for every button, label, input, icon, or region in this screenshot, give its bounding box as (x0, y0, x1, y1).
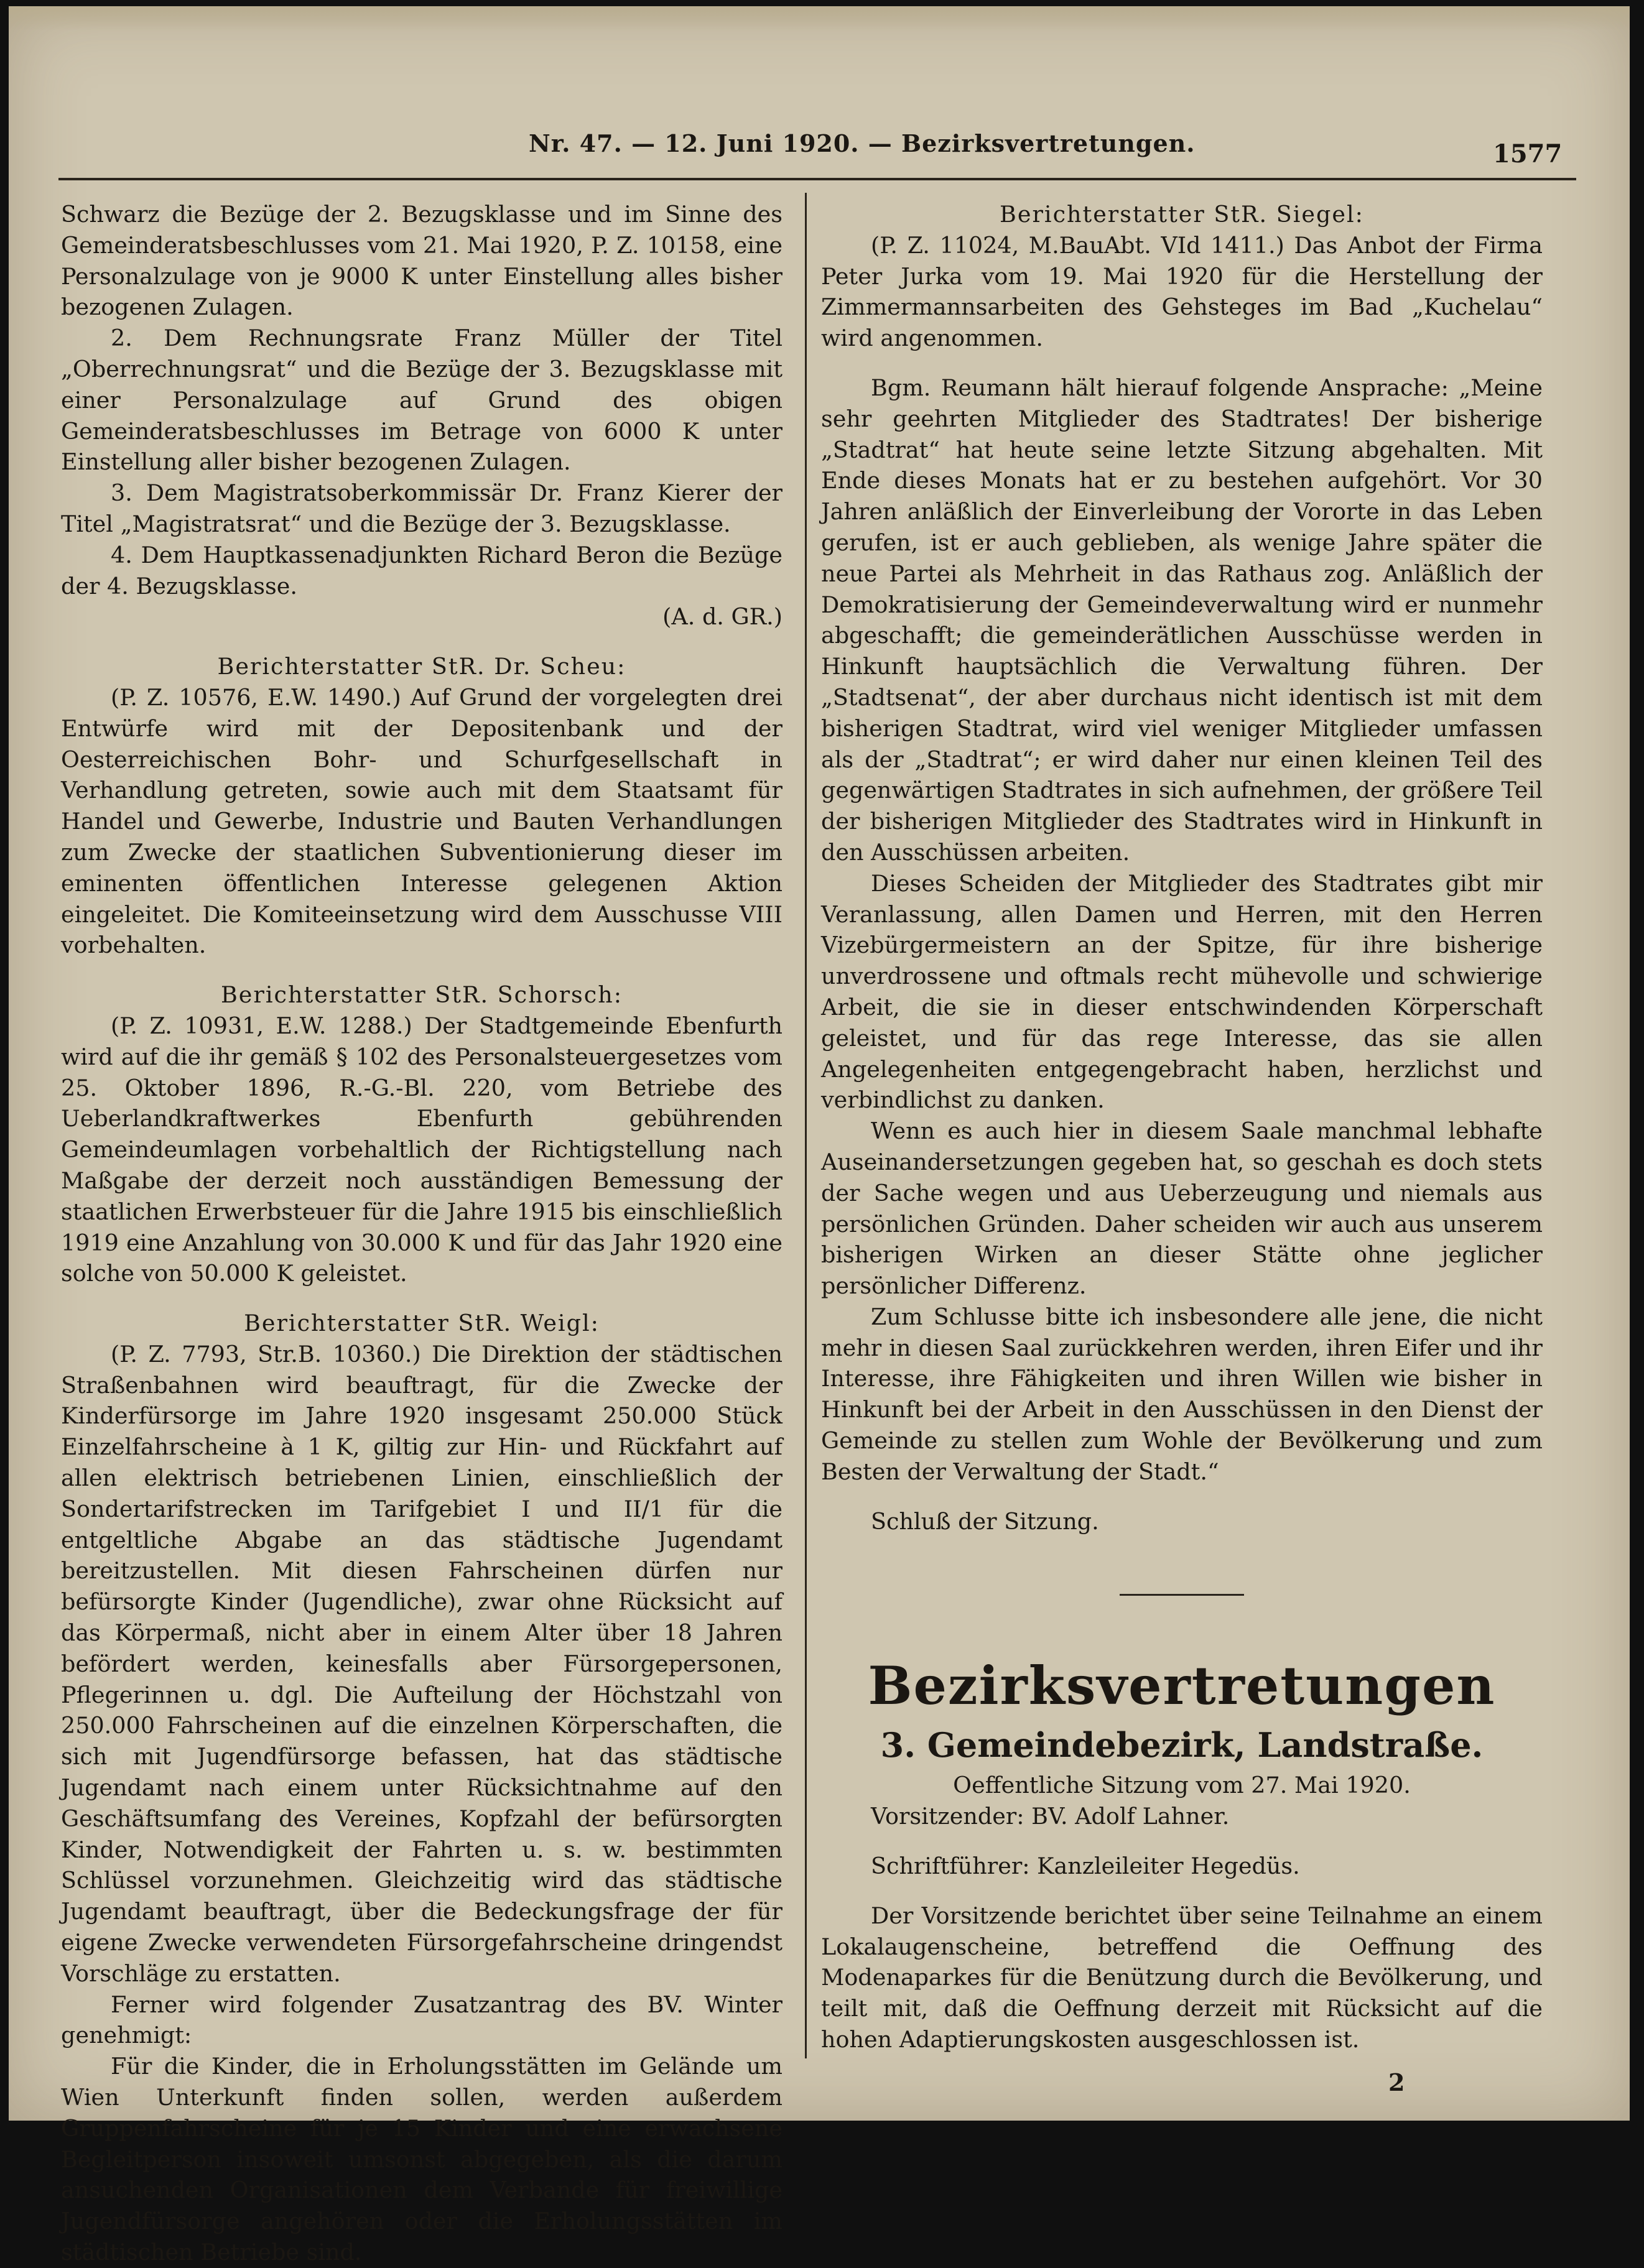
paragraph: (P. Z. 10931, E.W. 1288.) Der Stadtgemeinde Ebenfurth wird auf die ihr gemäß § 102 des Personalsteuergesetzes vom 25. Oktober 1896, R.-G.-Bl. 220, vom Betriebe des Ueberlandkraftwerkes Ebenfurth gebührenden Gemeindeumlagen vorbehaltlich der Richtigstellung nach Maßgabe der derzeit noch ausständigen Bemessung der staatlichen Erwerbsteuer für die Jahre 1915 bis einschließlich 1919 eine Anzahlung von 30.000 K und für das Jahr 1920 eine solche von 50.000 K geleistet. (61, 1012, 783, 1287)
section-title: Bezirksvertretungen (868, 1655, 1496, 1717)
paper-edge-shading (9, 6, 1630, 31)
reporter-heading: Berichterstatter StR. Schorsch: (220, 981, 623, 1009)
paragraph: Schwarz die Bezüge der 2. Bezugsklasse und im Sinne des Gemeinderatsbeschlusses vom 21. Mai 1920, P. Z. 10158, eine Personalzulage von je 9000 K unter Einstellung alles bisher bezogenen Zulagen. (61, 201, 783, 321)
reporter-heading: Berichterstatter StR. Weigl: (244, 1310, 600, 1337)
paragraph: Der Vorsitzende berichtet über seine Teilnahme an einem Lokalaugenscheine, betreffend die Oeffnung des Modenaparkes für die Benützung durch die Bevölkerung, und teilt mit, daß die Oeffnung derzeit mit Rücksicht auf die hohen Adaptierungskosten ausgeschlossen ist. (821, 1902, 1543, 2053)
reporter-heading: Berichterstatter StR. Siegel: (1000, 201, 1364, 228)
closing-line: Schluß der Sitzung. (871, 1507, 1099, 1535)
paragraph: Dieses Scheiden der Mitglieder des Stadtrates gibt mir Veranlassung, allen Damen und Herren, mit den Herren Vizebürgermeistern an der Spitze, für ihre bisherige unverdrossene und oftmals recht mühevolle und schwierige Arbeit, die sie in dieser entschwindenden Körperschaft geleistet, und für das rege Interesse, das sie allen Angelegenheiten entgegengebracht haben, herzlichst und verbindlichst zu danken. (821, 869, 1543, 1114)
signature-note: (A. d. GR.) (662, 603, 783, 631)
signature-mark: 2 (1388, 2068, 1405, 2096)
header-rule (58, 178, 1576, 180)
chair-line: Vorsitzender: BV. Adolf Lahner. (871, 1803, 1230, 1830)
page-header: Nr. 47. — 12. Juni 1920. — Bezirksvertretungen. (529, 129, 1196, 157)
page-number: 1577 (1493, 139, 1563, 169)
column-divider (805, 193, 807, 2058)
right-column (821, 199, 1543, 2055)
section-subtitle: 3. Gemeindebezirk, Landstraße. (880, 1725, 1484, 1766)
secretary-line: Schriftführer: Kanzleileiter Hegedüs. (871, 1853, 1300, 1880)
paragraph: Für die Kinder, die in Erholungsstätten im Gelände um Wien Unterkunft finden sollen, werden außerdem Gruppenfahrscheine für je 15 Kinder und eine erwachsene Begleitperson insoweit umsonst abgegeben, als die darum ansuchenden Organisationen dem Verbande für freiwillige Jugendfürsorge angehören oder die Erholungsstätten im städtischen Betriebe sind. (61, 2053, 783, 2266)
paragraph: 4. Dem Hauptkassenadjunkten Richard Beron die Bezüge der 4. Bezugsklasse. (61, 541, 783, 599)
paragraph: Bgm. Reumann hält hierauf folgende Ansprache: „Meine sehr geehrten Mitglieder des Stadtrates! Der bisherige „Stadtrat“ hat heute seine letzte Sitzung abgehalten. Mit Ende dieses Monats hat er zu bestehen aufgehört. Vor 30 Jahren anläßlich der Einverleibung der Vororte in das Leben gerufen, ist er auch geblieben, als wenige Jahre später die neue Partei als Mehrheit in das Rathaus zog. Anläßlich der Demokratisierung der Gemeindeverwaltung wird er nunmehr abgeschafft; die gemeinderätlichen Ausschüsse werden in Hinkunft hauptsächlich die Verwaltung führen. Der „Stadtsenat“, der aber durchaus nicht identisch ist mit dem bisherigen Stadtrat, wird viel weniger Mitglieder umfassen als der „Stadtrat“; er wird daher nur einen kleinen Teil des gegenwärtigen Stadtrates in sich aufnehmen, der größere Teil der bisherigen Mitglieder des Stadtrates wird in Hinkunft in den Ausschüssen arbeiten. (821, 374, 1543, 866)
paragraph: Ferner wird folgender Zusatzantrag des BV. Winter genehmigt: (61, 1991, 783, 2049)
paragraph: 3. Dem Magistratsoberkommissär Dr. Franz Kierer der Titel „Magistratsrat“ und die Bezüge der 3. Bezugsklasse. (61, 479, 783, 537)
paragraph: (P. Z. 7793, Str.B. 10360.) Die Direktion der städtischen Straßenbahnen wird beauftragt, für die Zwecke der Kinderfürsorge im Jahre 1920 insgesamt 250.000 Stück Einzelfahrscheine à 1 K, giltig zur Hin- und Rückfahrt auf allen elektrisch betriebenen Linien, einschließlich der Sondertarifstrecken im Tarifgebiet I und II/1 für die entgeltliche Abgabe an das städtische Jugendamt bereitzustellen. Mit diesen Fahrscheinen dürfen nur befürsorgte Kinder (Jugendliche), zwar ohne Rücksicht auf das Körpermaß, nicht aber in einem Alter über 18 Jahren befördert werden, keinesfalls aber Fürsorgepersonen, Pflegerinnen u. dgl. Die Aufteilung der Höchstzahl von 250.000 Fahrscheinen auf die einzelnen Körperschaften, die sich mit Jugendfürsorge befassen, hat das städtische Jugendamt nach einem unter Rücksichtnahme auf den Geschäftsumfang des Vereines, Kopfzahl der befürsorgten Kinder, Notwendigkeit der Fahrten u. s. w. bestimmten Schlüssel vorzunehmen. Gleichzeitig wird das städtische Jugendamt beauftragt, über die Bedeckungsfrage der für eigene Zwecke verwendeten Fürsorgefahrscheine dringendst Vorschläge zu erstatten. (61, 1340, 783, 1987)
paragraph: (P. Z. 10576, E.W. 1490.) Auf Grund der vorgelegten drei Entwürfe wird mit der Depositenbank und der Oesterreichischen Bohr- und Schurfgesellschaft in Verhandlung getreten, sowie auch mit dem Staatsamt für Handel und Gewerbe, Industrie und Bauten Verhandlungen zum Zwecke der staatlichen Subventionierung dieser im eminenten öffentlichen Interesse gelegenen Aktion eingeleitet. Die Komiteeinsetzung wird dem Ausschusse VIII vorbehalten. (61, 683, 783, 959)
reporter-heading: Berichterstatter StR. Dr. Scheu: (217, 653, 626, 680)
newspaper-page (9, 6, 1630, 2266)
section-separator (1120, 1594, 1244, 1596)
session-line: Oeffentliche Sitzung vom 27. Mai 1920. (953, 1772, 1411, 1799)
paragraph: Wenn es auch hier in diesem Saale manchmal lebhafte Auseinandersetzungen gegeben hat, so geschah es doch stets der Sache wegen und aus Ueberzeugung und niemals aus persönlichen Gründen. Daher scheiden wir auch aus unserem bisherigen Wirken an dieser Stätte ohne jeglicher persönlicher Differenz. (821, 1118, 1543, 1300)
paragraph: Zum Schlusse bitte ich insbesondere alle jene, die nicht mehr in diesen Saal zurückkehren werden, ihren Eifer und ihr Interesse, ihre Fähigkeiten und ihren Willen wie bisher in Hinkunft bei der Arbeit in den Ausschüssen in den Dienst der Gemeinde zu stellen zum Wohle der Bevölkerung und zum Besten der Verwaltung der Stadt.“ (821, 1303, 1543, 1485)
paragraph: 2. Dem Rechnungsrate Franz Müller der Titel „Oberrechnungsrat“ und die Bezüge der 3. Bezugsklasse mit einer Personalzulage auf Grund des obigen Gemeinderatsbeschlusses im Betrage von 6000 K unter Einstellung aller bisher bezogenen Zulagen. (61, 325, 783, 476)
left-column (61, 199, 783, 2268)
paragraph: (P. Z. 11024, M.BauAbt. VId 1411.) Das Anbot der Firma Peter Jurka vom 19. Mai 1920 für die Herstellung der Zimmermannsarbeiten des Gehsteges im Bad „Kuchelau“ wird angenommen. (821, 231, 1543, 352)
